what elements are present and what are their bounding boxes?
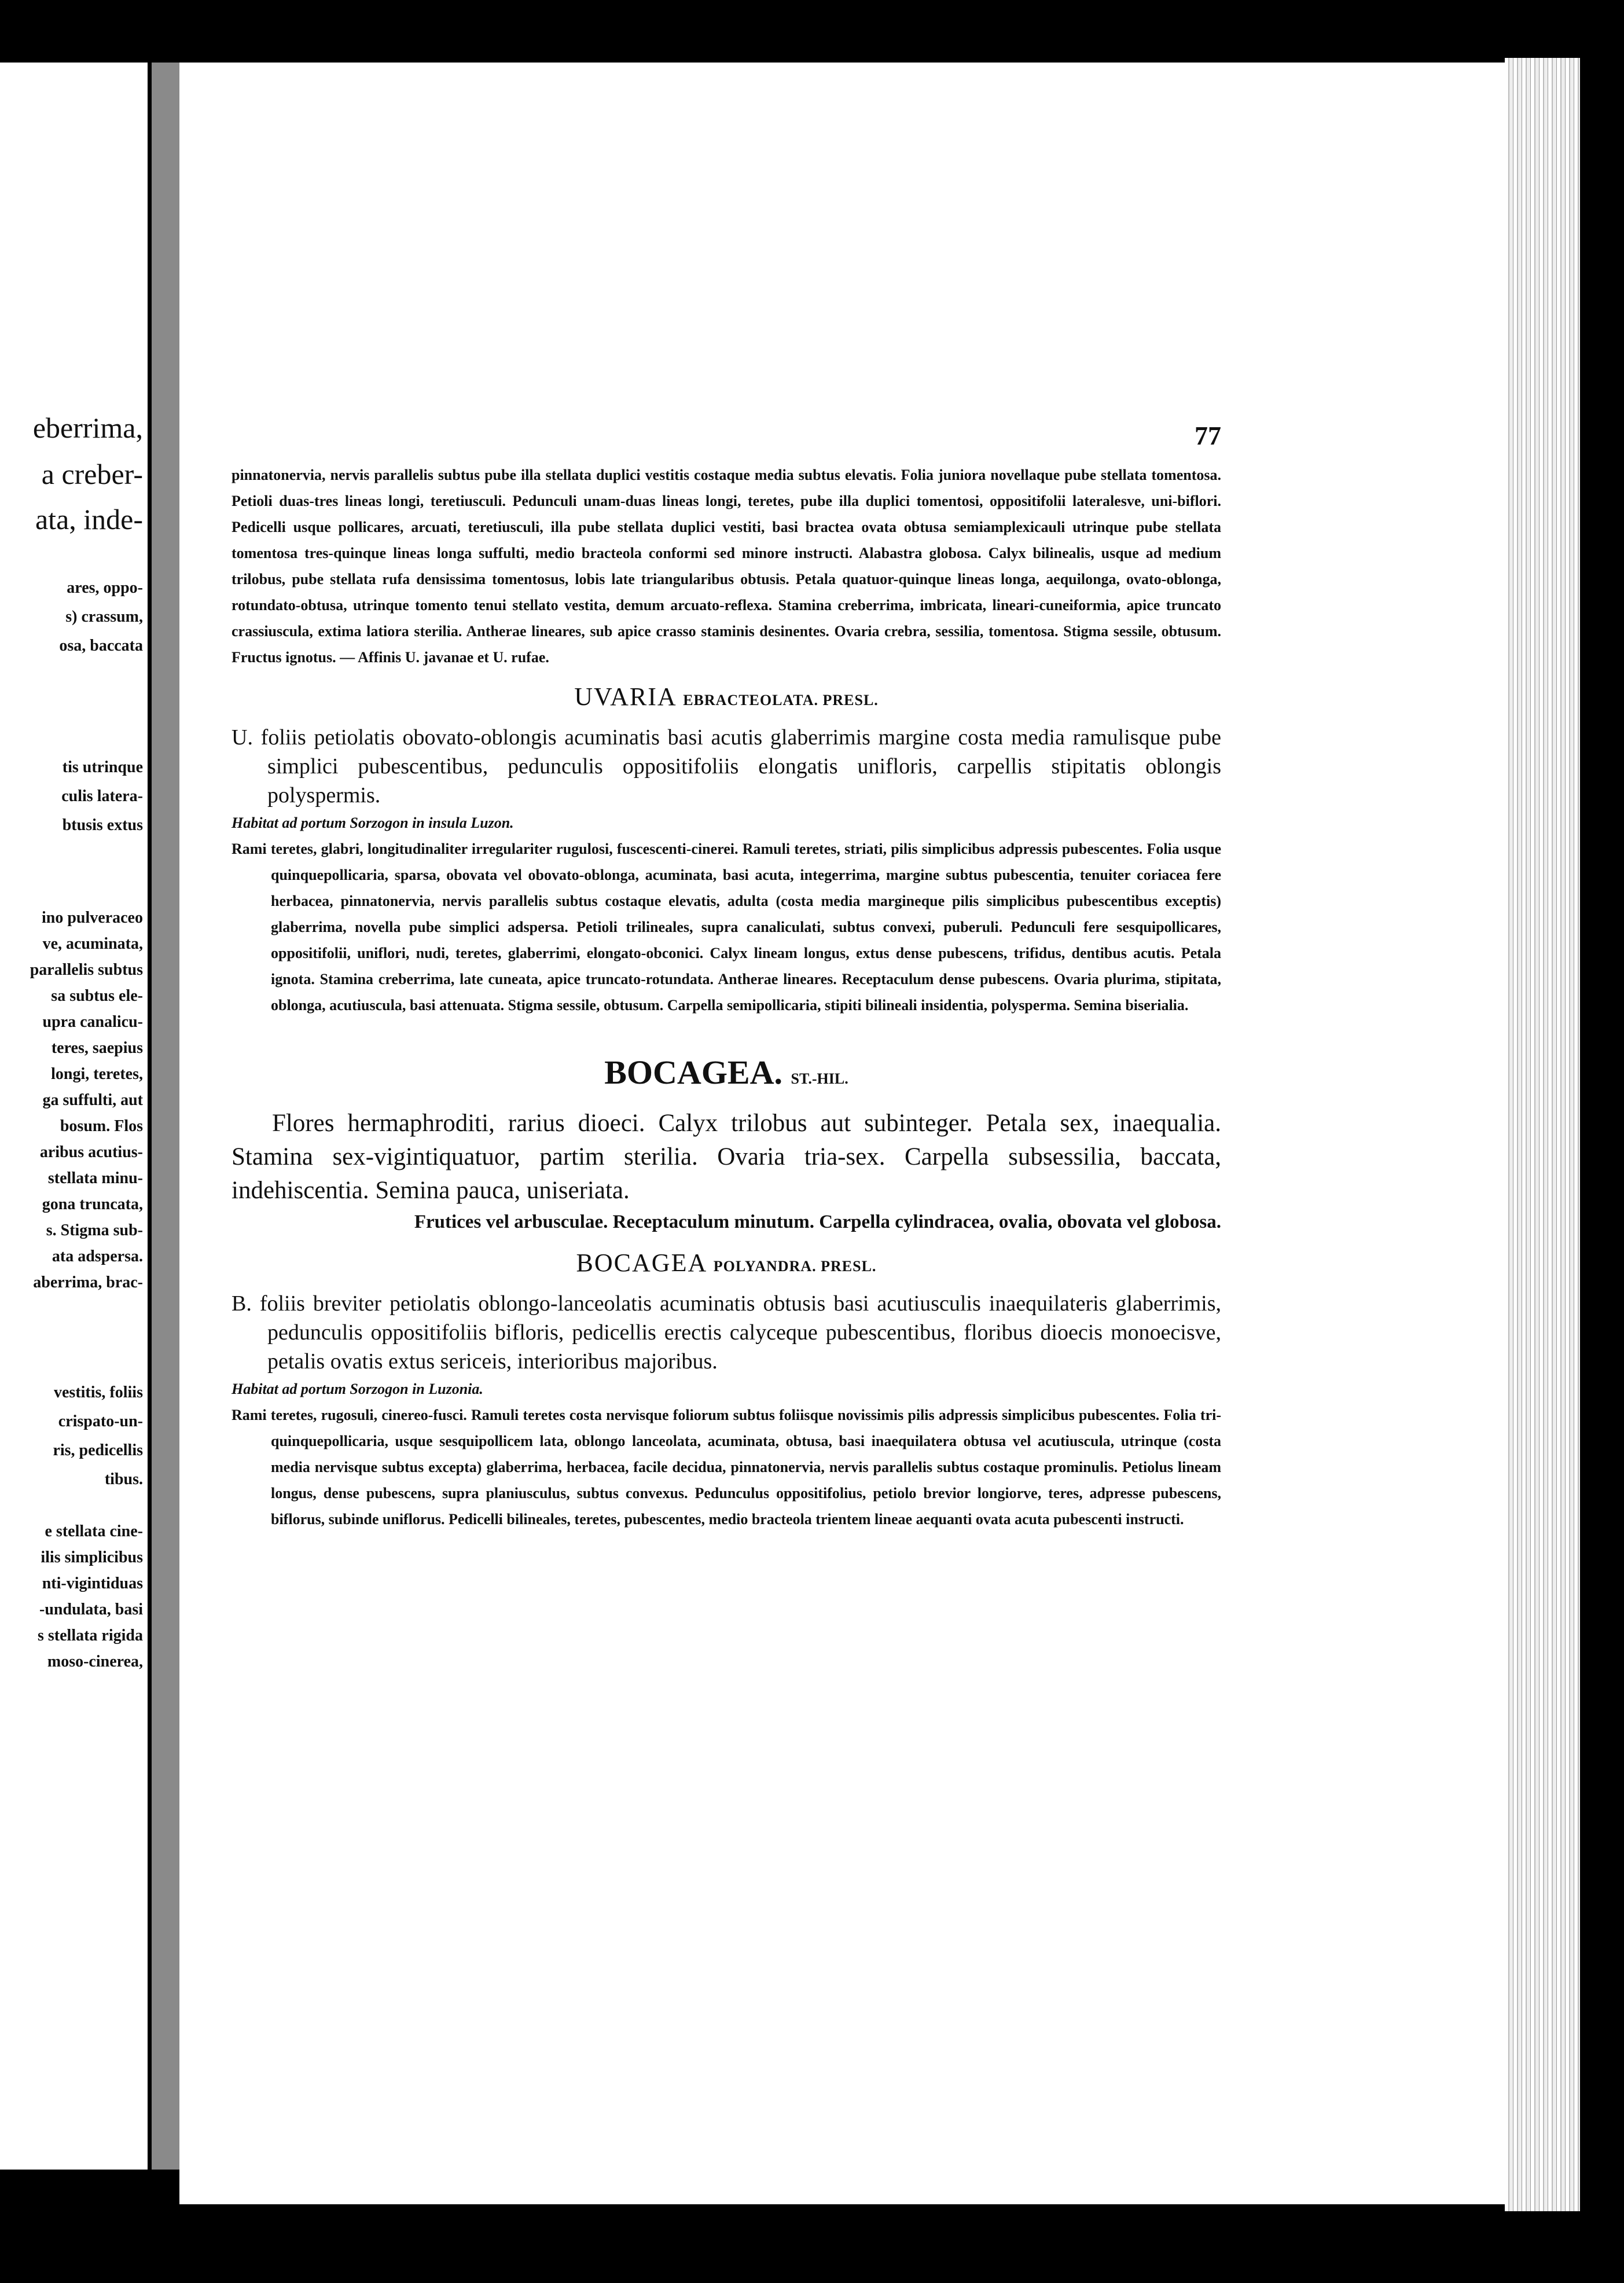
uvaria-habitat: Habitat ad portum Sorzogon in insula Luzon. xyxy=(232,814,514,831)
left-page-fragment: s stellata rigida xyxy=(38,1627,143,1645)
left-page-fragment: ata, inde- xyxy=(35,503,143,535)
left-page-fragment: teres, saepius xyxy=(51,1039,143,1057)
left-page-fragment: parallelis subtus xyxy=(30,961,143,979)
page-content xyxy=(232,352,1221,1532)
left-page-fragment: e stellata cine- xyxy=(45,1522,143,1540)
left-page xyxy=(0,63,148,2170)
left-page-fragment: longi, teretes, xyxy=(51,1065,143,1083)
uvaria-diagnosis: U. foliis petiolatis obovato-oblongis acuminatis basi acutis glaberrimis margine costa media ramulisque pube simplici pubescentibus, pedunculis oppositifoliis elongatis unifloris, carpellis stipitatis oblongis polyspermis. xyxy=(232,725,1221,808)
left-page-fragment: crispato-un- xyxy=(58,1412,143,1430)
bocagea-species-genus: BOCAGEA xyxy=(576,1249,706,1277)
left-page-fragment: aribus acutius- xyxy=(39,1143,143,1161)
left-page-fragment: s. Stigma sub- xyxy=(46,1221,143,1239)
left-page-fragment: tibus. xyxy=(104,1470,143,1488)
left-page-fragment: -undulata, basi xyxy=(39,1601,143,1618)
left-page-fragment: s) crassum, xyxy=(65,608,143,626)
bocagea-genus-heading xyxy=(232,1053,1221,1092)
left-page-fragment: vestitis, foliis xyxy=(54,1383,143,1401)
page-number: 77 xyxy=(1195,421,1221,450)
book-gutter xyxy=(152,63,179,2170)
left-page-fragment: ata adspersa. xyxy=(52,1247,143,1265)
bocagea-habitat: Habitat ad portum Sorzogon in Luzonia. xyxy=(232,1381,483,1397)
left-page-fragment: tis utrinque xyxy=(62,758,143,776)
left-page-fragment: btusis extus xyxy=(62,816,143,834)
bocagea-species-epithet: POLYANDRA. PRESL. xyxy=(713,1258,877,1275)
uvaria-epithet: EBRACTEOLATA. PRESL. xyxy=(683,692,879,709)
right-page xyxy=(179,63,1505,2204)
previous-species-description: pinnatonervia, nervis parallelis subtus pube illa stellata duplici vestitis costaque media subtus elevatis. Folia juniora novellaque pube stellata tomentosa. Petioli duas-tres lineas longi, teretiusculi. Pedunculi unam-duas lineas longi, teretes, pube illa duplici tomentosi, oppositifolii lateralesve, uni-biflori. Pedicelli usque pollicares, arcuati, teretiusculi, illa pube stellata duplici vestiti, basi bractea ovata obtusa semiamplexicauli utrinque pube stellata tomentosa tres-quinque lineas longa suffulti, medio bracteola conformi sed minore instructi. Alabastra globosa. Calyx bilinealis, usque ad medium trilobus, pube stellata rufa densissima tomentosus, lobis late triangularibus obtusis. Petala quatuor-quinque lineas longa, aequilonga, ovato-oblonga, rotundato-obtusa, utrinque tomento tenui stellato vestita, demum arcuato-reflexa. Stamina creberrima, imbricata, lineari-cuneiformia, apice truncato crassiuscula, extima latiora sterilia. Antherae lineares, sub apice crasso staminis desinentes. Ovaria crebra, sessilia, tomentosa. Stigma sessile, obtusum. Fructus ignotus. — Affinis U. javanae et U. rufae. xyxy=(232,467,1221,666)
left-page-fragment: ve, acuminata, xyxy=(42,935,143,953)
left-page-fragment: ga suffulti, aut xyxy=(42,1091,143,1109)
left-page-fragment: ino pulveraceo xyxy=(42,909,143,927)
left-page-fragment: moso-cinerea, xyxy=(47,1653,143,1671)
uvaria-genus-name: UVARIA xyxy=(574,682,676,711)
left-page-fragment: bosum. Flos xyxy=(60,1117,143,1135)
bocagea-diagnosis: B. foliis breviter petiolatis oblongo-lanceolatis acuminatis obtusis basi acutiusculis inaequilateris glaberrimis, pedunculis oppositifoliis bifloris, pedicellis erectis calyceque pubescentibus, floribus dioecis monoecisve, petalis ovatis extus sericeis, interioribus majoribus. xyxy=(232,1291,1221,1374)
left-page-fragment: culis latera- xyxy=(61,787,143,805)
uvaria-species-heading xyxy=(232,682,1221,711)
left-page-fragment: stellata minu- xyxy=(47,1169,143,1187)
uvaria-description: Rami teretes, glabri, longitudinaliter irregulariter rugulosi, fuscescenti-cinerei. Ramuli teretes, striati, pilis simplicibus adpressis pubescentes. Folia usque quinquepollicaria, sparsa, obovata vel obovato-oblonga, acuminata, basi acuta, integerrima, margine subtus pubescentia, tenuiter coriacea fere herbacea, pinnatonervia, nervis parallelis subtus costaque elevatis, adulta (costa media margineque pilis simplicibus pubescentibus exceptis) glaberrima, novella pube simplici adspersa. Petioli trilineales, supra canaliculati, subtus convexi, puberuli. Pedunculi fere sesquipollicares, oppositifolii, uniflori, nudi, teretes, glaberrimi, elongato-obconici. Calyx lineam longus, extus dense pubescens, trifidus, dentibus acutis. Petala ignota. Stamina creberrima, late cuneata, apice truncato-rotundata. Antherae lineares. Receptaculum dense pubescens. Ovaria plurima, stipitata, oblonga, acutiuscula, basi attenuata. Stigma sessile, obtusum. Carpella semipollicaria, stipiti bilineali insidentia, polysperma. Semina biserialia. xyxy=(232,840,1221,1014)
left-page-fragment: eberrima, xyxy=(32,412,143,444)
bocagea-genus-author: ST.-HIL. xyxy=(791,1070,848,1087)
left-page-fragment: sa subtus ele- xyxy=(51,987,143,1005)
bocagea-genus-name: BOCAGEA. xyxy=(604,1054,783,1091)
left-page-fragment: upra canalicu- xyxy=(42,1013,143,1031)
left-page-fragment: ilis simplicibus xyxy=(41,1548,143,1566)
left-page-fragment: ares, oppo- xyxy=(67,579,143,597)
left-page-fragment: nti-vigintiduas xyxy=(42,1574,143,1592)
bocagea-genus-characters: Flores hermaphroditi, rarius dioeci. Calyx trilobus aut subinteger. Petala sex, inaequalia. Stamina sex-vigintiquatuor, partim sterilia. Ovaria tria-sex. Carpella subsessilia, baccata, indehiscentia. Semina pauca, uniseriata. xyxy=(232,1110,1221,1204)
left-page-fragment: osa, baccata xyxy=(59,637,143,655)
left-page-fragment: a creber- xyxy=(41,458,143,490)
left-page-fragment: ris, pedicellis xyxy=(53,1441,143,1459)
left-page-fragment: gona truncata, xyxy=(42,1195,143,1213)
bocagea-genus-note: Frutices vel arbusculae. Receptaculum minutum. Carpella cylindracea, ovalia, obovata vel globosa. xyxy=(414,1212,1221,1232)
left-page-fragment: aberrima, brac- xyxy=(33,1273,143,1291)
bocagea-species-heading xyxy=(232,1248,1221,1278)
bocagea-description: Rami teretes, rugosuli, cinereo-fusci. Ramuli teretes costa nervisque foliorum subtus foliisque novissimis pilis adpressis simplicibus pubescentes. Folia tri-quinquepollicaria, usque sesquipollicem lata, oblongo lanceolata, acuminata, obtusa, basi inaequilatera obtusa vel acutiuscula, utrinque (costa media nervisque subtus excepta) glaberrima, herbacea, facile decidua, pinnatonervia, nervis parallelis subtus costaque prominulis. Petiolus lineam longus, dense pubescens, supra planiusculus, subtus convexus. Pedunculus oppositifolius, petiolo brevior longiorve, teres, adpresse pubescens, biflorus, subinde uniflorus. Pedicelli bilineales, teretes, pubescentes, medio bracteola trientem lineae aequanti ovata acuta pubescenti instructi. xyxy=(232,1407,1221,1528)
page-edges xyxy=(1505,58,1580,2211)
